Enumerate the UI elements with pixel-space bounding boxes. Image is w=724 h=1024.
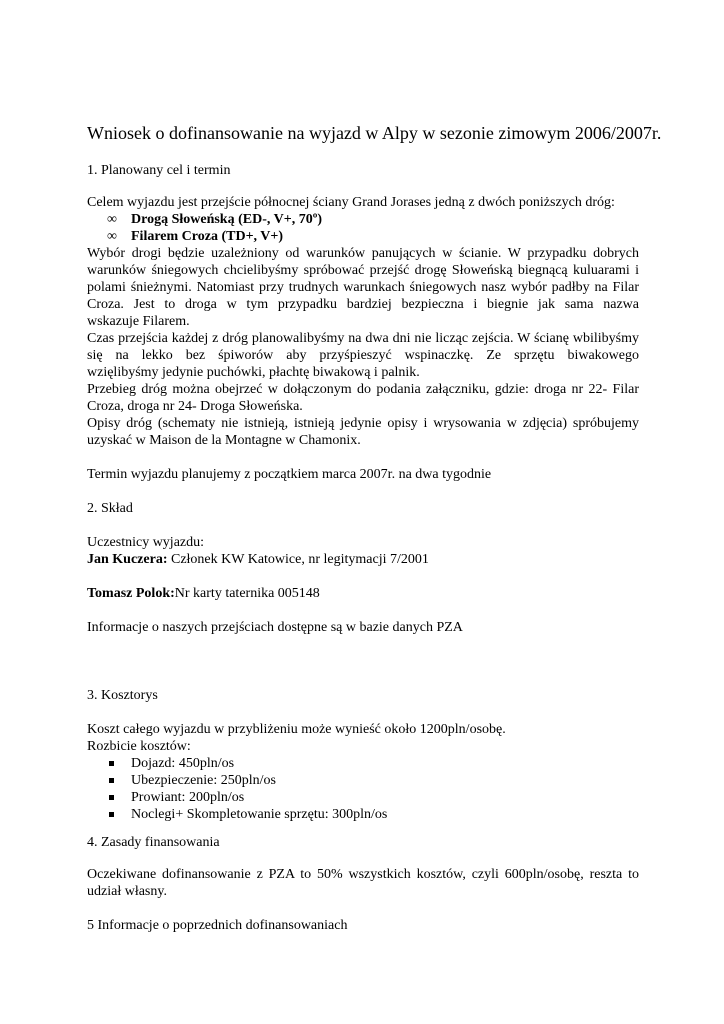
cost-breakdown-label: Rozbicie kosztów:	[87, 739, 191, 754]
financing-text-end: udział własny.	[87, 884, 167, 899]
square-bullet-icon	[109, 795, 114, 800]
section-5-heading: 5 Informacje o poprzednich dofinansowaniach	[87, 918, 348, 933]
paragraph-timing: Czas przejścia każdej z dróg planowalibyśmy na dwa dni nie licząc zejścia. W ścianę wbilibyśmy się na lekko bez śpiworów aby przyśpieszyć wspinaczkę. Ze sprzętu biwakowego	[87, 331, 639, 363]
document-title: Wniosek o dofinansowanie na wyjazd w Alpy w sezonie zimowym 2006/2007r.	[87, 123, 662, 143]
section-1-intro: Celem wyjazdu jest przejście północnej ściany Grand Jorases jedną z dwóch poniższych dróg:	[87, 195, 615, 210]
participant-1-info: Członek KW Katowice, nr legitymacji 7/2001	[167, 552, 429, 567]
total-cost: Koszt całego wyjazdu w przybliżeniu może wynieść około 1200pln/osobę.	[87, 722, 506, 737]
participants-label: Uczestnicy wyjazdu:	[87, 535, 205, 550]
square-bullet-icon	[109, 778, 114, 783]
participant-1	[87, 551, 639, 568]
paragraph-descriptions: Opisy dróg (schematy nie istnieją, istnieją jedynie opisy i wrysowania w zdjęcia) spróbujemy	[87, 416, 639, 431]
experience-info: Informacje o naszych przejściach dostępne są w bazie danych PZA	[87, 620, 463, 635]
paragraph-route-choice: Wybór drogi będzie uzależniony od warunków panujących w ścianie. W przypadku dobrych warunków śniegowych chcielibyśmy spróbować przejść drogę Słoweńską biegnącą kuluarami i polami śnieżnymi. Natomiast przy trudnych warunkach śniegowych nasz wybór padłby na Filar Croza. Jest to droga w tym przypadku bardziej bezpieczna i biegnie jak sama nazwa	[87, 246, 639, 312]
financing-text: Oczekiwane dofinansowanie z PZA to 50% wszystkich kosztów, czyli 600pln/osobę, reszta to	[87, 867, 639, 882]
paragraph-route-attachment-end: Croza, droga nr 24- Droga Słoweńska.	[87, 399, 303, 414]
route-slovenian: Drogą Słoweńską (ED-, V+, 70º)	[131, 212, 322, 227]
square-bullet-icon	[109, 761, 114, 766]
trip-term: Termin wyjazdu planujemy z początkiem marca 2007r. na dwa tygodnie	[87, 467, 492, 482]
route-bullet-2: ∞	[107, 229, 117, 244]
cost-item-lodging-gear: Noclegi+ Skompletowanie sprzętu: 300pln/os	[131, 807, 388, 822]
paragraph-route-choice-end: wskazuje Filarem.	[87, 314, 190, 329]
participant-1-name: Jan Kuczera:	[87, 552, 168, 567]
cost-item-insurance: Ubezpieczenie: 250pln/os	[131, 773, 277, 788]
route-bullet-1: ∞	[107, 212, 117, 227]
paragraph-timing-end: wzięlibyśmy jedynie puchówki, płachtę biwakową i palnik.	[87, 365, 420, 380]
section-3-heading: 3. Kosztorys	[87, 688, 158, 703]
route-croz-pillar: Filarem Croza (TD+, V+)	[131, 229, 284, 244]
paragraph-descriptions-end: uzyskać w Maison de la Montagne w Chamonix.	[87, 433, 361, 448]
section-2-heading: 2. Skład	[87, 501, 133, 516]
section-4-heading: 4. Zasady finansowania	[87, 835, 220, 850]
cost-item-travel: Dojazd: 450pln/os	[131, 756, 235, 771]
paragraph-route-attachment: Przebieg dróg można obejrzeć w dołączonym do podania załączniku, gdzie: droga nr 22- Filar	[87, 382, 639, 397]
square-bullet-icon	[109, 812, 114, 817]
participant-2-name: Tomasz Polok:	[87, 586, 175, 601]
cost-item-food: Prowiant: 200pln/os	[131, 790, 245, 805]
participant-2-info: Nr karty taternika 005148	[174, 586, 320, 601]
section-1-heading: 1. Planowany cel i termin	[87, 163, 231, 178]
participant-2	[87, 585, 639, 602]
